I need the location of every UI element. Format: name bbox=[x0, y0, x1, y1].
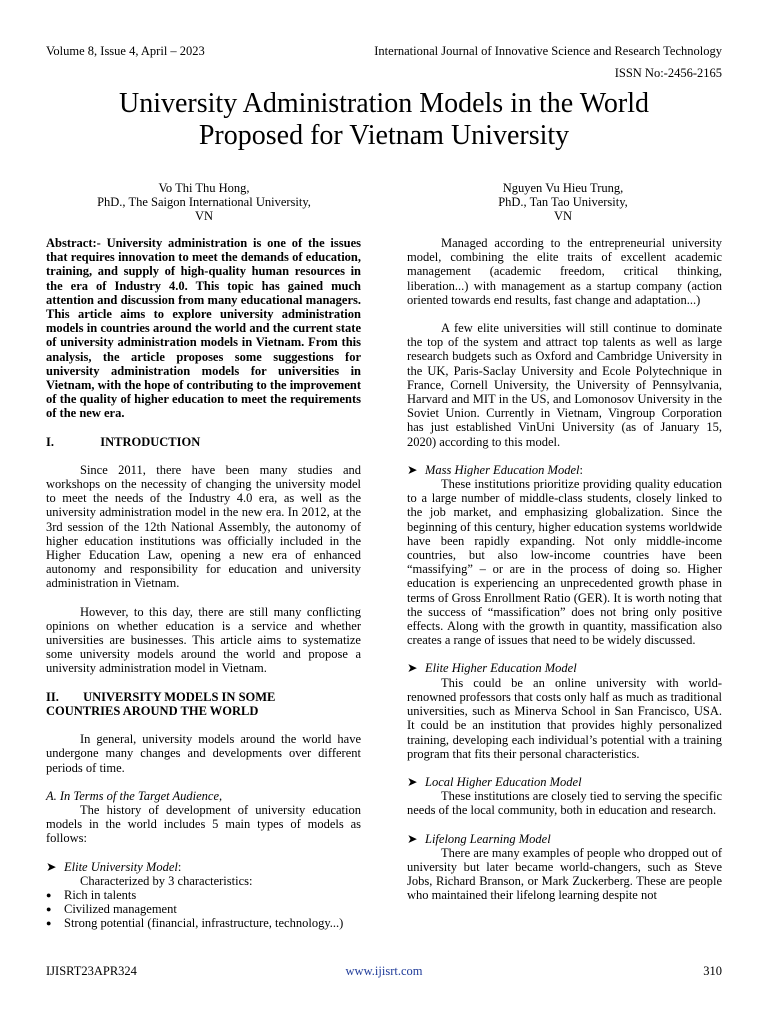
model-heading-elite-university bbox=[46, 860, 361, 874]
arrow-bullet-icon: ➤ bbox=[46, 859, 57, 874]
lifelong-paragraph: There are many examples of people who dropped out of university but later became world-changers, such as Steve Jobs, Richard Branson, or Mark Zuckerberg. These are people who maintained their lifelong learning despite not bbox=[407, 845, 722, 903]
elite-universities-paragraph: A few elite universities will still continue to dominate the top of the system and attract top talents as well as large research budgets such as Oxford and Cambridge University in the UK, Paris-Saclay University and Ecole Polytechnique in France, Cornell University, the University of Pennsylvania, Harvard and MIT in the US, and Lomonosov University in the Soviet Union. Currently in Vietnam, Vingroup Corporation has just established VinUni University (as of January 15, 2020) according to this model. bbox=[407, 321, 722, 449]
model-heading-text: Mass Higher Education Model bbox=[425, 462, 580, 477]
elite-higher-education-paragraph: This could be an online university with world-renowned professors that costs only half as much as traditional universities, such as Minerva School in San Francisco, USA. It could be an institution that provides highly personalized training, developing each individual’s potential with a training program that fits their personal characteristics. bbox=[407, 675, 722, 761]
author-country: VN bbox=[194, 209, 214, 224]
author-name: Vo Thi Thu Hong, bbox=[158, 181, 250, 195]
model-heading-mass-higher-education bbox=[407, 463, 722, 477]
paper-title-line-1: University Administration Models in the World bbox=[119, 88, 649, 119]
author-affiliation: PhD., Tan Tao University, bbox=[498, 195, 628, 210]
paper-title bbox=[0, 88, 768, 152]
author-block-1 bbox=[74, 181, 334, 224]
local-paragraph: These institutions are closely tied to serving the specific needs of the local community, both in education and research. bbox=[407, 789, 722, 818]
paper-title-line-2: Proposed for Vietnam University bbox=[198, 120, 570, 151]
characteristics-intro: Characterized by 3 characteristics: bbox=[80, 873, 253, 888]
entrepreneurial-paragraph: Managed according to the entrepreneurial university model, combining the elite traits of excellent academic management (academic freedom, critical thinking, liberation...) with management as a startup company (action oriented towards end results, fast change and adaptation...) bbox=[407, 236, 722, 307]
author-country: VN bbox=[553, 209, 573, 224]
author-block-2 bbox=[433, 181, 693, 224]
left-column bbox=[46, 236, 361, 931]
mass-paragraph: These institutions prioritize providing quality education to a large number of middle-class students, closely linked to the job market, and emphasizing globalization. Since the beginning of this century, higher education systems worldwide have been rapidly expanding. Not only middle-income countries, but also low-income countries have been “massifying” – or are in the process of doing so. Higher education is experiencing an unprecedented growth phase in terms of Gross Enrollment Ratio (GER). It is worth noting that the success of “massification” does not bring only positive effects. Along with the growth in quantity, massification also creates a range of issues that need to be widely discussed. bbox=[407, 477, 722, 648]
subsection-heading: A. In Terms of the Target Audience, bbox=[46, 788, 223, 803]
model-heading-text: Local Higher Education Model bbox=[425, 774, 582, 789]
section-number: II. bbox=[46, 689, 59, 704]
model-heading-elite-higher-education bbox=[407, 661, 722, 675]
model-heading-colon: : bbox=[177, 859, 182, 874]
model-heading-text: Lifelong Learning Model bbox=[425, 831, 551, 846]
intro-paragraph-2: However, to this day, there are still many conflicting opinions on whether education is a service and whether universities are businesses. This article aims to systematize some university models around the world and propose a university administration model in Vietnam. bbox=[46, 604, 361, 676]
page-number: 310 bbox=[703, 964, 722, 978]
list-item: ● Rich in talents bbox=[46, 888, 361, 902]
section-heading-introduction bbox=[46, 435, 361, 449]
list-item: ● Civilized management bbox=[46, 902, 361, 916]
model-heading-text: Elite Higher Education Model bbox=[425, 661, 577, 676]
list-item: ● Strong potential (financial, infrastructure, technology...) bbox=[46, 916, 361, 930]
model-heading-colon: : bbox=[579, 462, 583, 477]
journal-name: International Journal of Innovative Science and Research Technology bbox=[374, 44, 722, 58]
journal-website-link[interactable]: www.ijisrt.com bbox=[345, 964, 423, 978]
right-column bbox=[407, 236, 722, 903]
arrow-bullet-icon: ➤ bbox=[407, 774, 418, 789]
intro-paragraph-1: Since 2011, there have been many studies and workshops on the necessity of changing the university model to meet the needs of the Industry 4.0 era, as well as the university administration model in the new era. In 2012, at the 3rd session of the 12th National Assembly, the autonomy of higher education institutions was officially included in the Higher Education Law, opening a new era of enhanced autonomy and responsibility for education and university administration in Vietnam. bbox=[46, 462, 361, 591]
model-heading-text: Elite University Model bbox=[64, 859, 178, 874]
section-title-line-2: COUNTRIES AROUND THE WORLD bbox=[46, 703, 259, 718]
abstract: Abstract:- University administration is one of the issues that requires innovation to meet the demands of education, training, and supply of high-quality human resources in the era of Industry 4.0. This topic has gained much attention and discussion from many educational managers. This article aims to explore university administration models in countries around the world and the current state of university administration models in Vietnam. From this analysis, the article proposes some suggestions for university administration models for universities in Vietnam, with the hope of contributing to the improvement of the quality of higher education to meet the requirements of the new era. bbox=[46, 236, 361, 421]
paper-id: IJISRT23APR324 bbox=[46, 964, 137, 978]
section-title: INTRODUCTION bbox=[100, 434, 201, 449]
history-paragraph: The history of development of university education models in the world includes 5 main types of models as follows: bbox=[46, 802, 361, 846]
models-paragraph: In general, university models around the world have undergone many changes and developments over different periods of time. bbox=[46, 732, 361, 775]
section-heading-university-models bbox=[46, 690, 361, 718]
model-heading-local-higher-education bbox=[407, 775, 722, 789]
journal-volume: Volume 8, Issue 4, April – 2023 bbox=[46, 44, 205, 58]
arrow-bullet-icon: ➤ bbox=[407, 831, 418, 846]
model-heading-lifelong-learning bbox=[407, 832, 722, 846]
author-affiliation: PhD., The Saigon International University, bbox=[97, 195, 311, 210]
arrow-bullet-icon: ➤ bbox=[407, 462, 418, 477]
arrow-bullet-icon: ➤ bbox=[407, 661, 418, 676]
characteristics-list bbox=[46, 888, 361, 931]
author-name: Nguyen Vu Hieu Trung, bbox=[502, 181, 624, 195]
section-title-line-1: UNIVERSITY MODELS IN SOME bbox=[83, 689, 276, 704]
section-number: I. bbox=[46, 434, 54, 449]
issn: ISSN No:-2456-2165 bbox=[614, 66, 722, 80]
